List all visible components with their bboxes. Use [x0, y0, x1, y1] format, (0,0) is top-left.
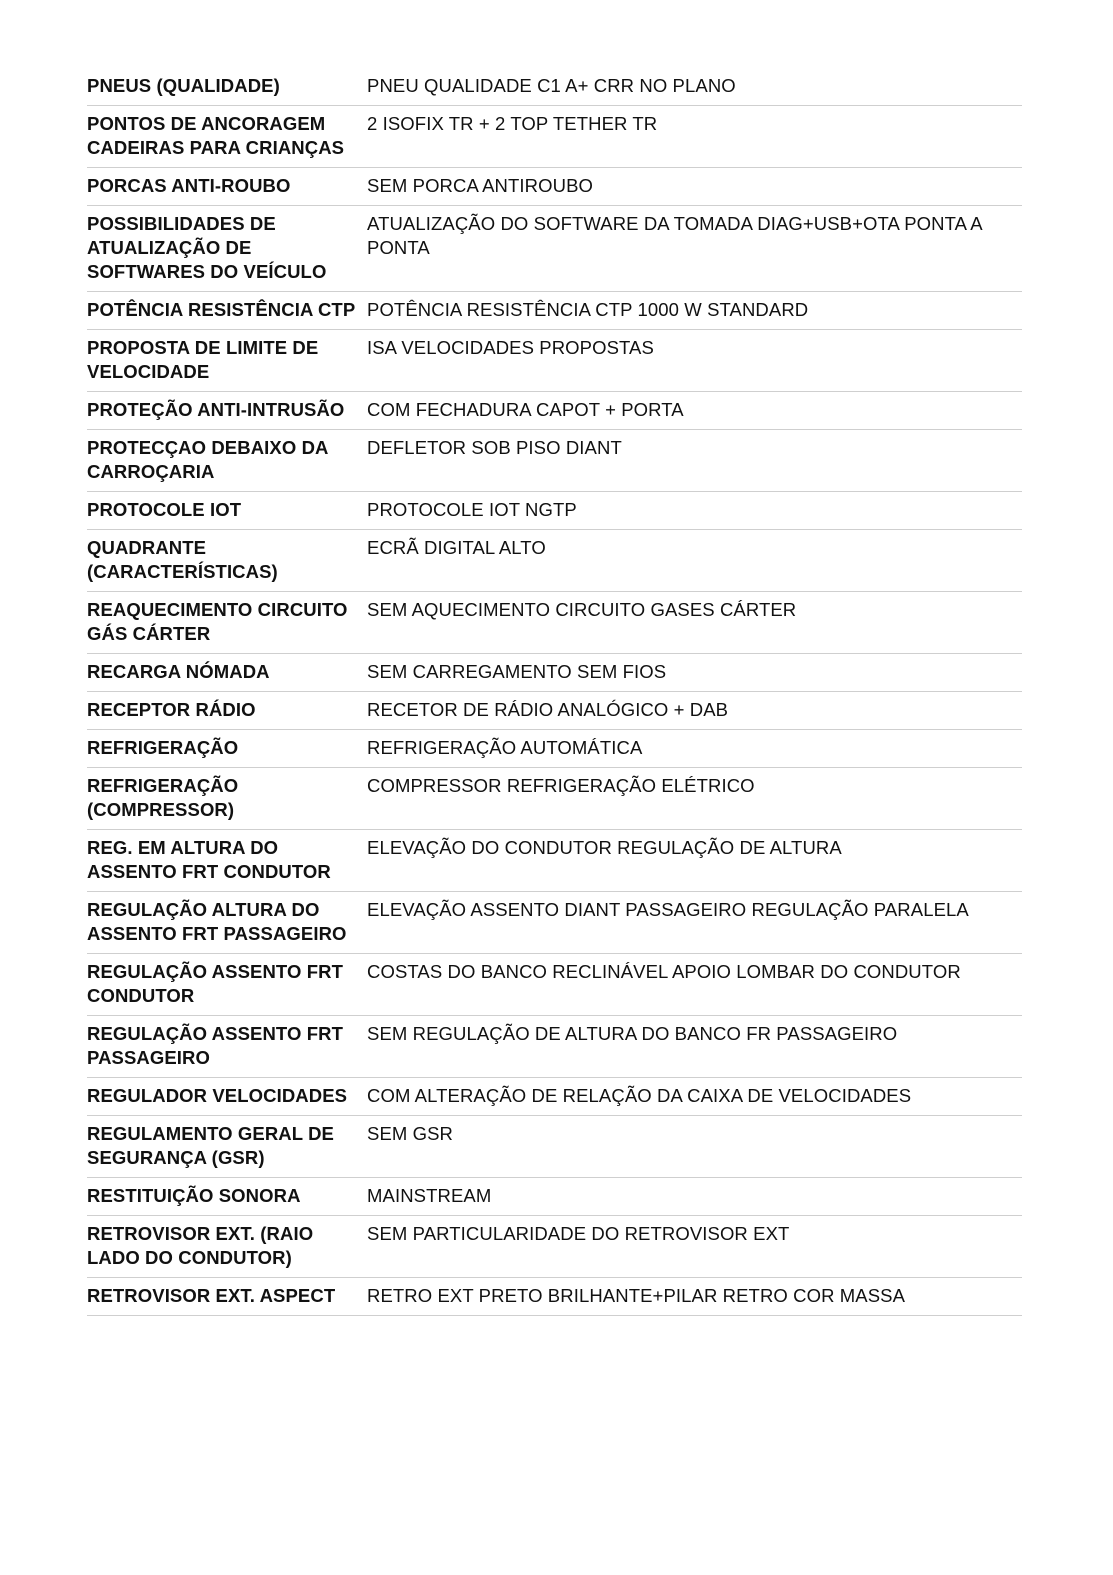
spec-label: PORCAS ANTI-ROUBO — [87, 175, 291, 196]
spec-label: REGULAÇÃO ASSENTO FRT PASSAGEIRO — [87, 1023, 343, 1068]
spec-label: PROTECÇAO DEBAIXO DA CARROÇARIA — [87, 437, 328, 482]
spec-row — [87, 1278, 1022, 1316]
spec-value: COM ALTERAÇÃO DE RELAÇÃO DA CAIXA DE VELOCIDADES — [367, 1085, 912, 1106]
spec-label: RETROVISOR EXT. ASPECT — [87, 1285, 336, 1306]
spec-value: COMPRESSOR REFRIGERAÇÃO ELÉTRICO — [367, 775, 755, 796]
spec-row — [87, 106, 1022, 168]
spec-label: REG. EM ALTURA DO ASSENTO FRT CONDUTOR — [87, 837, 331, 882]
spec-label: REGULAÇÃO ALTURA DO ASSENTO FRT PASSAGEIRO — [87, 899, 347, 944]
spec-value: SEM AQUECIMENTO CIRCUITO GASES CÁRTER — [367, 599, 797, 620]
spec-value: REFRIGERAÇÃO AUTOMÁTICA — [367, 737, 643, 758]
spec-row — [87, 292, 1022, 330]
spec-value: MAINSTREAM — [367, 1185, 492, 1206]
spec-label: PNEUS (QUALIDADE) — [87, 75, 280, 96]
spec-value: ELEVAÇÃO ASSENTO DIANT PASSAGEIRO REGULAÇÃO PARALELA — [367, 899, 969, 920]
spec-row — [87, 530, 1022, 592]
spec-value: POTÊNCIA RESISTÊNCIA CTP 1000 W STANDARD — [367, 299, 809, 320]
spec-value: ECRÃ DIGITAL ALTO — [367, 537, 546, 558]
spec-value: ELEVAÇÃO DO CONDUTOR REGULAÇÃO DE ALTURA — [367, 837, 842, 858]
spec-row — [87, 1016, 1022, 1078]
spec-table — [87, 68, 1022, 1316]
spec-label: POTÊNCIA RESISTÊNCIA CTP — [87, 299, 356, 320]
spec-label: PONTOS DE ANCORAGEM CADEIRAS PARA CRIANÇAS — [87, 113, 345, 158]
spec-row — [87, 830, 1022, 892]
spec-label: REFRIGERAÇÃO (COMPRESSOR) — [87, 775, 239, 820]
spec-value: SEM GSR — [367, 1123, 454, 1144]
spec-row — [87, 730, 1022, 768]
spec-label: REFRIGERAÇÃO — [87, 737, 239, 758]
spec-row — [87, 1116, 1022, 1178]
spec-value: RETRO EXT PRETO BRILHANTE+PILAR RETRO COR MASSA — [367, 1285, 906, 1306]
spec-label: RESTITUIÇÃO SONORA — [87, 1185, 301, 1206]
spec-label: PROPOSTA DE LIMITE DE VELOCIDADE — [87, 337, 319, 382]
spec-row — [87, 592, 1022, 654]
spec-value: SEM CARREGAMENTO SEM FIOS — [367, 661, 667, 682]
spec-label: QUADRANTE (CARACTERÍSTICAS) — [87, 537, 278, 582]
spec-value: COSTAS DO BANCO RECLINÁVEL APOIO LOMBAR DO CONDUTOR — [367, 961, 961, 982]
spec-row — [87, 430, 1022, 492]
spec-row — [87, 768, 1022, 830]
spec-value: SEM REGULAÇÃO DE ALTURA DO BANCO FR PASSAGEIRO — [367, 1023, 898, 1044]
spec-row — [87, 1078, 1022, 1116]
spec-label: REAQUECIMENTO CIRCUITO GÁS CÁRTER — [87, 599, 348, 644]
spec-label: RETROVISOR EXT. (RAIO LADO DO CONDUTOR) — [87, 1223, 314, 1268]
spec-row — [87, 1216, 1022, 1278]
spec-label: REGULAÇÃO ASSENTO FRT CONDUTOR — [87, 961, 343, 1006]
spec-value: DEFLETOR SOB PISO DIANT — [367, 437, 622, 458]
spec-row — [87, 692, 1022, 730]
spec-value: COM FECHADURA CAPOT + PORTA — [367, 399, 684, 420]
spec-label: REGULADOR VELOCIDADES — [87, 1085, 348, 1106]
spec-label: RECARGA NÓMADA — [87, 661, 270, 682]
spec-value: SEM PORCA ANTIROUBO — [367, 175, 593, 196]
spec-label: PROTOCOLE IOT — [87, 499, 242, 520]
spec-value: RECETOR DE RÁDIO ANALÓGICO + DAB — [367, 699, 729, 720]
spec-row — [87, 492, 1022, 530]
spec-value: 2 ISOFIX TR + 2 TOP TETHER TR — [367, 113, 658, 134]
spec-value: PROTOCOLE IOT NGTP — [367, 499, 577, 520]
spec-value: PNEU QUALIDADE C1 A+ CRR NO PLANO — [367, 75, 736, 96]
spec-label: POSSIBILIDADES DE ATUALIZAÇÃO DE SOFTWARES DO VEÍCULO — [87, 213, 327, 282]
spec-row — [87, 392, 1022, 430]
spec-value: ISA VELOCIDADES PROPOSTAS — [367, 337, 654, 358]
spec-row — [87, 954, 1022, 1016]
spec-row — [87, 206, 1022, 292]
spec-label: PROTEÇÃO ANTI-INTRUSÃO — [87, 399, 345, 420]
spec-value: ATUALIZAÇÃO DO SOFTWARE DA TOMADA DIAG+USB+OTA PONTA A PONTA — [367, 213, 982, 258]
spec-label: REGULAMENTO GERAL DE SEGURANÇA (GSR) — [87, 1123, 334, 1168]
spec-row — [87, 654, 1022, 692]
spec-row — [87, 168, 1022, 206]
spec-row — [87, 1178, 1022, 1216]
spec-row — [87, 68, 1022, 106]
spec-row — [87, 892, 1022, 954]
spec-value: SEM PARTICULARIDADE DO RETROVISOR EXT — [367, 1223, 790, 1244]
spec-label: RECEPTOR RÁDIO — [87, 699, 256, 720]
spec-row — [87, 330, 1022, 392]
